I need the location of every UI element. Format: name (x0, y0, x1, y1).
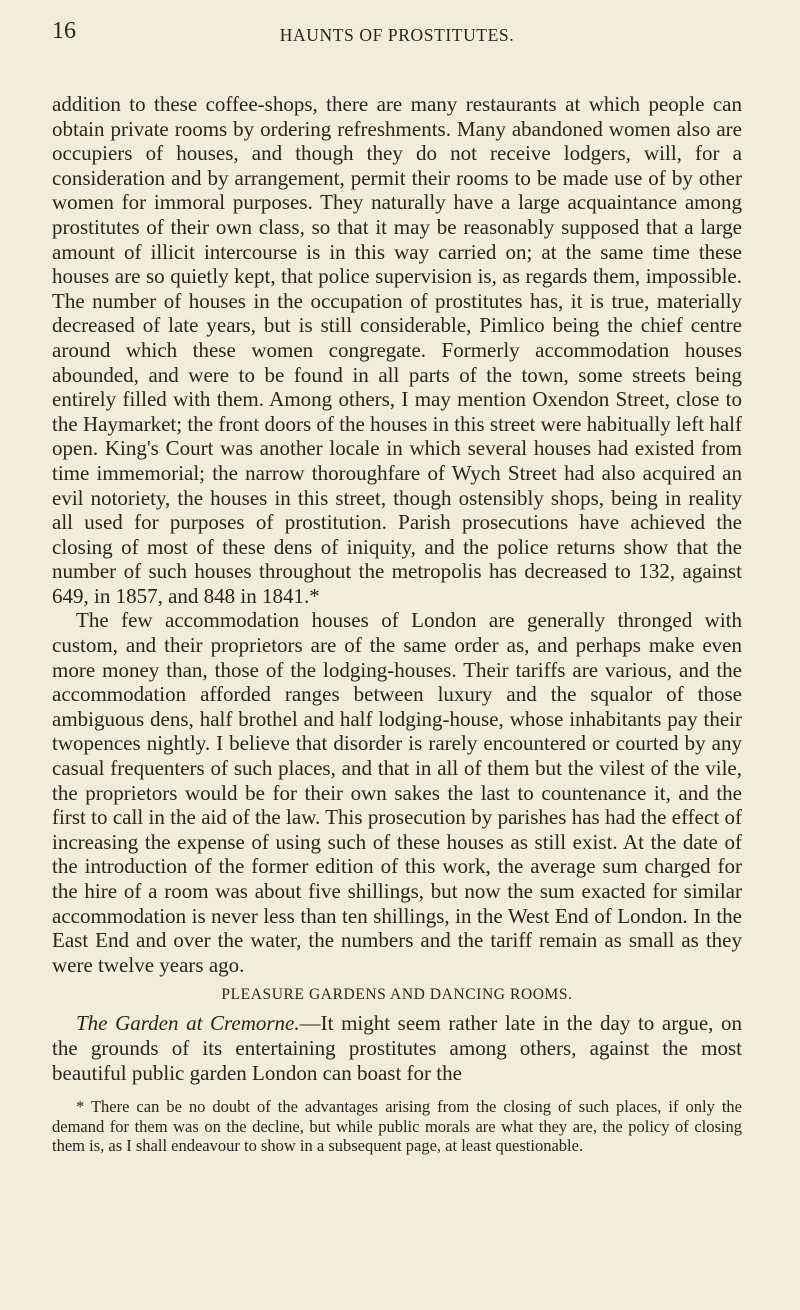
paragraph-cremorne (52, 1011, 742, 1085)
cremorne-text: —It might seem rather late in the day to argue, on the grounds of its entertaining prostitutes among others, against the most beautiful public garden London can boast for the (52, 1011, 743, 1085)
body-text (52, 92, 742, 1156)
footnote: * There can be no doubt of the advantages arising from the closing of such places, if only the demand for them was on the decline, but while public morals are what they are, the policy of closing them is, as I shall endeavour to show in a subsequent page, at least questionable. (52, 1097, 742, 1156)
section-heading: PLEASURE GARDENS AND DANCING ROOMS. (221, 986, 573, 1004)
running-head: HAUNTS OF PROSTITUTES. (279, 25, 515, 45)
cremorne-lead-italic: The Garden at Cremorne. (76, 1011, 300, 1036)
page-header (52, 0, 742, 56)
page-number: 16 (52, 18, 76, 44)
paragraph-tariffs: The few accommodation houses of London are generally thronged with custom, and their proprietors are of the same order as, and perhaps make even more money than, those of the lodging-houses. Their tariffs are various, and the accommodation afforded ranges between luxury and the squalor of those ambiguous dens, half brothel and half lodging-house, whose inhabitants pay their twopences nightly. I believe that disorder is rarely encountered or courted by any casual frequenters of such places, and that in all of them but the vilest of the vile, the proprietors would be for their own sakes the last to countenance it, and the first to call in the aid of the law. This prosecution by parishes has had the effect of increasing the expense of using such of these houses as still exist. At the date of the introduction of the former edition of this work, the average sum charged for the hire of a room was about five shillings, but now the sum exacted for similar accommodation is never less than ten shillings, in the West End of London. In the East End and over the water, the numbers and the tariff remain as small as they were twelve years ago. (52, 608, 742, 977)
paragraph-accommodation-houses: addition to these coffee-shops, there are many restaurants at which people can obtain private rooms by ordering refreshments. Many abandoned women also are occupiers of houses, and though they do not receive lodgers, will, for a consideration and by arrangement, permit their rooms to be made use of by other women for immoral purposes. They naturally have a large acquaintance among prostitutes of their own class, so that it may be reasonably supposed that a large amount of illicit intercourse is in this way carried on; at the same time these houses are so quietly kept, that police supervision is, as regards them, impossible. The number of houses in the occupation of prostitutes has, it is true, materially decreased of late years, but is still considerable, Pimlico being the chief centre around which these women congregate. Formerly accommodation houses abounded, and were to be found in all parts of the town, some streets being entirely filled with them. Among others, I may mention Oxendon Street, close to the Haymarket; the front doors of the houses in this street were habitually left half open. King's Court was another locale in which several houses had existed from time immemorial; the narrow thoroughfare of Wych Street had also acquired an evil notoriety, the houses in this street, though ostensibly shops, being in reality all used for purposes of prostitution. Parish prosecutions have achieved the closing of most of these dens of iniquity, and the police returns show that the number of such houses throughout the metropolis has decreased to 132, against 649, in 1857, and 848 in 1841.* (52, 92, 742, 608)
